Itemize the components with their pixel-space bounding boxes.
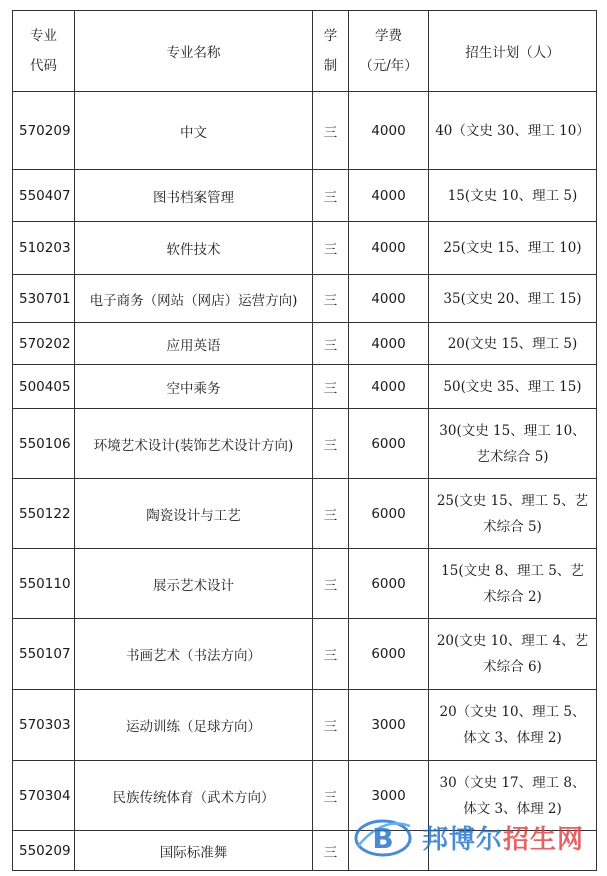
watermark-text-part2: 招生网 [503, 825, 585, 855]
cell-name: 展示艺术设计 [75, 549, 313, 619]
cell-fee: 6000 [349, 619, 429, 690]
cell-code: 530701 [13, 275, 75, 323]
cell-fee: 6000 [349, 549, 429, 619]
cell-name: 书画艺术（书法方向） [75, 619, 313, 690]
cell-plan-line: 15(文史 8、理工 5、艺 [441, 562, 584, 579]
watermark [352, 812, 602, 862]
cell-code: 570304 [13, 761, 75, 831]
cell-plan [429, 619, 597, 690]
cell-plan-line: 40（文史 30、理工 10） [435, 122, 590, 139]
cell-code: 550122 [13, 479, 75, 549]
header-name: 专业名称 [75, 11, 313, 92]
cell-name: 陶瓷设计与工艺 [75, 479, 313, 549]
cell-plan-line: 30(文史 15、理工 10、 [439, 422, 586, 439]
cell-plan [429, 170, 597, 222]
cell-plan-line: 30（文史 17、理工 8、 [439, 774, 586, 791]
watermark-text [422, 819, 584, 856]
cell-plan [429, 690, 597, 761]
table-row [13, 222, 597, 275]
table-row [13, 619, 597, 690]
cell-fee: 6000 [349, 409, 429, 479]
cell-fee: 3000 [349, 690, 429, 761]
cell-name: 图书档案管理 [75, 170, 313, 222]
cell-code: 500405 [13, 365, 75, 409]
header-row [13, 11, 597, 92]
cell-code: 570303 [13, 690, 75, 761]
cell-years: 三 [313, 619, 349, 690]
cell-plan-line: 术综合 2) [483, 588, 542, 605]
header-years-line1: 学 [323, 28, 338, 44]
cell-plan [429, 479, 597, 549]
cell-plan [429, 365, 597, 409]
cell-years: 三 [313, 323, 349, 365]
header-fee-line1: 学费 [375, 28, 402, 44]
cell-plan-line: 15(文史 10、理工 5) [447, 187, 578, 204]
cell-years: 三 [313, 690, 349, 761]
cell-fee: 3000 [349, 761, 429, 831]
table-row [13, 549, 597, 619]
cell-name: 应用英语 [75, 323, 313, 365]
cell-years: 三 [313, 365, 349, 409]
enrollment-table [12, 10, 597, 871]
cell-years: 三 [313, 170, 349, 222]
watermark-text-part1: 邦博尔 [422, 825, 504, 855]
cell-years: 三 [313, 275, 349, 323]
cell-plan-line: 20(文史 15、理工 5) [447, 335, 578, 352]
header-fee [349, 11, 429, 92]
cell-plan-line: 术综合 5) [483, 518, 542, 535]
cell-name: 民族传统体育（武术方向） [75, 761, 313, 831]
header-plan: 招生计划（人） [429, 11, 597, 92]
header-years-line2: 制 [323, 58, 338, 74]
cell-code: 570202 [13, 323, 75, 365]
cell-plan [429, 222, 597, 275]
table-row [13, 323, 597, 365]
header-years [313, 11, 349, 92]
cell-fee: 6000 [349, 479, 429, 549]
cell-years: 三 [313, 831, 349, 871]
cell-name: 运动训练（足球方向） [75, 690, 313, 761]
cell-plan [429, 409, 597, 479]
cell-plan-line: 艺术综合 5) [476, 448, 549, 465]
cell-years: 三 [313, 222, 349, 275]
table-row [13, 690, 597, 761]
table-row [13, 170, 597, 222]
cell-name: 电子商务（网站（网店）运营方向) [75, 275, 313, 323]
cell-code: 550407 [13, 170, 75, 222]
table-row [13, 479, 597, 549]
cell-years: 三 [313, 761, 349, 831]
cell-plan-line: 25(文史 15、理工 10) [443, 240, 582, 256]
cell-years: 三 [313, 92, 349, 170]
cell-years: 三 [313, 409, 349, 479]
cell-code: 550209 [13, 831, 75, 871]
cell-plan-line: 20(文史 10、理工 4、艺 [436, 633, 589, 649]
cell-fee: 4000 [349, 365, 429, 409]
header-code-line2: 代码 [30, 58, 57, 74]
cell-plan-line: 35(文史 20、理工 15) [443, 290, 582, 307]
cell-years: 三 [313, 479, 349, 549]
cell-code: 550110 [13, 549, 75, 619]
table-row [13, 365, 597, 409]
header-fee-line2: （元/年） [359, 58, 418, 74]
cell-name: 软件技术 [75, 222, 313, 275]
cell-name: 环境艺术设计(装饰艺术设计方向) [75, 409, 313, 479]
watermark-logo-letter: B [372, 822, 394, 855]
watermark-logo-icon [352, 812, 414, 862]
cell-plan [429, 275, 597, 323]
cell-plan-line: 体文 3、体理 2) [463, 800, 562, 817]
header-code [13, 11, 75, 92]
cell-plan [429, 549, 597, 619]
cell-name: 中文 [75, 92, 313, 170]
cell-code: 550106 [13, 409, 75, 479]
cell-plan [429, 323, 597, 365]
cell-name: 空中乘务 [75, 365, 313, 409]
cell-fee: 4000 [349, 92, 429, 170]
cell-code: 550107 [13, 619, 75, 690]
cell-plan-line: 20（文史 10、理工 5、 [439, 704, 586, 720]
cell-code: 510203 [13, 222, 75, 275]
cell-years: 三 [313, 549, 349, 619]
cell-plan-line: 50(文史 35、理工 15) [443, 378, 582, 395]
cell-fee: 4000 [349, 222, 429, 275]
cell-fee: 4000 [349, 170, 429, 222]
header-code-line1: 专业 [30, 28, 57, 44]
cell-plan-line: 术综合 6) [483, 659, 542, 675]
cell-fee: 4000 [349, 323, 429, 365]
cell-plan [429, 92, 597, 170]
cell-name: 国际标准舞 [75, 831, 313, 871]
cell-plan-line: 25(文史 15、理工 5、艺 [436, 492, 589, 509]
cell-fee: 4000 [349, 275, 429, 323]
cell-plan-line: 体文 3、体理 2) [463, 730, 562, 746]
cell-code: 570209 [13, 92, 75, 170]
table-row [13, 275, 597, 323]
table-row [13, 92, 597, 170]
table-row [13, 409, 597, 479]
